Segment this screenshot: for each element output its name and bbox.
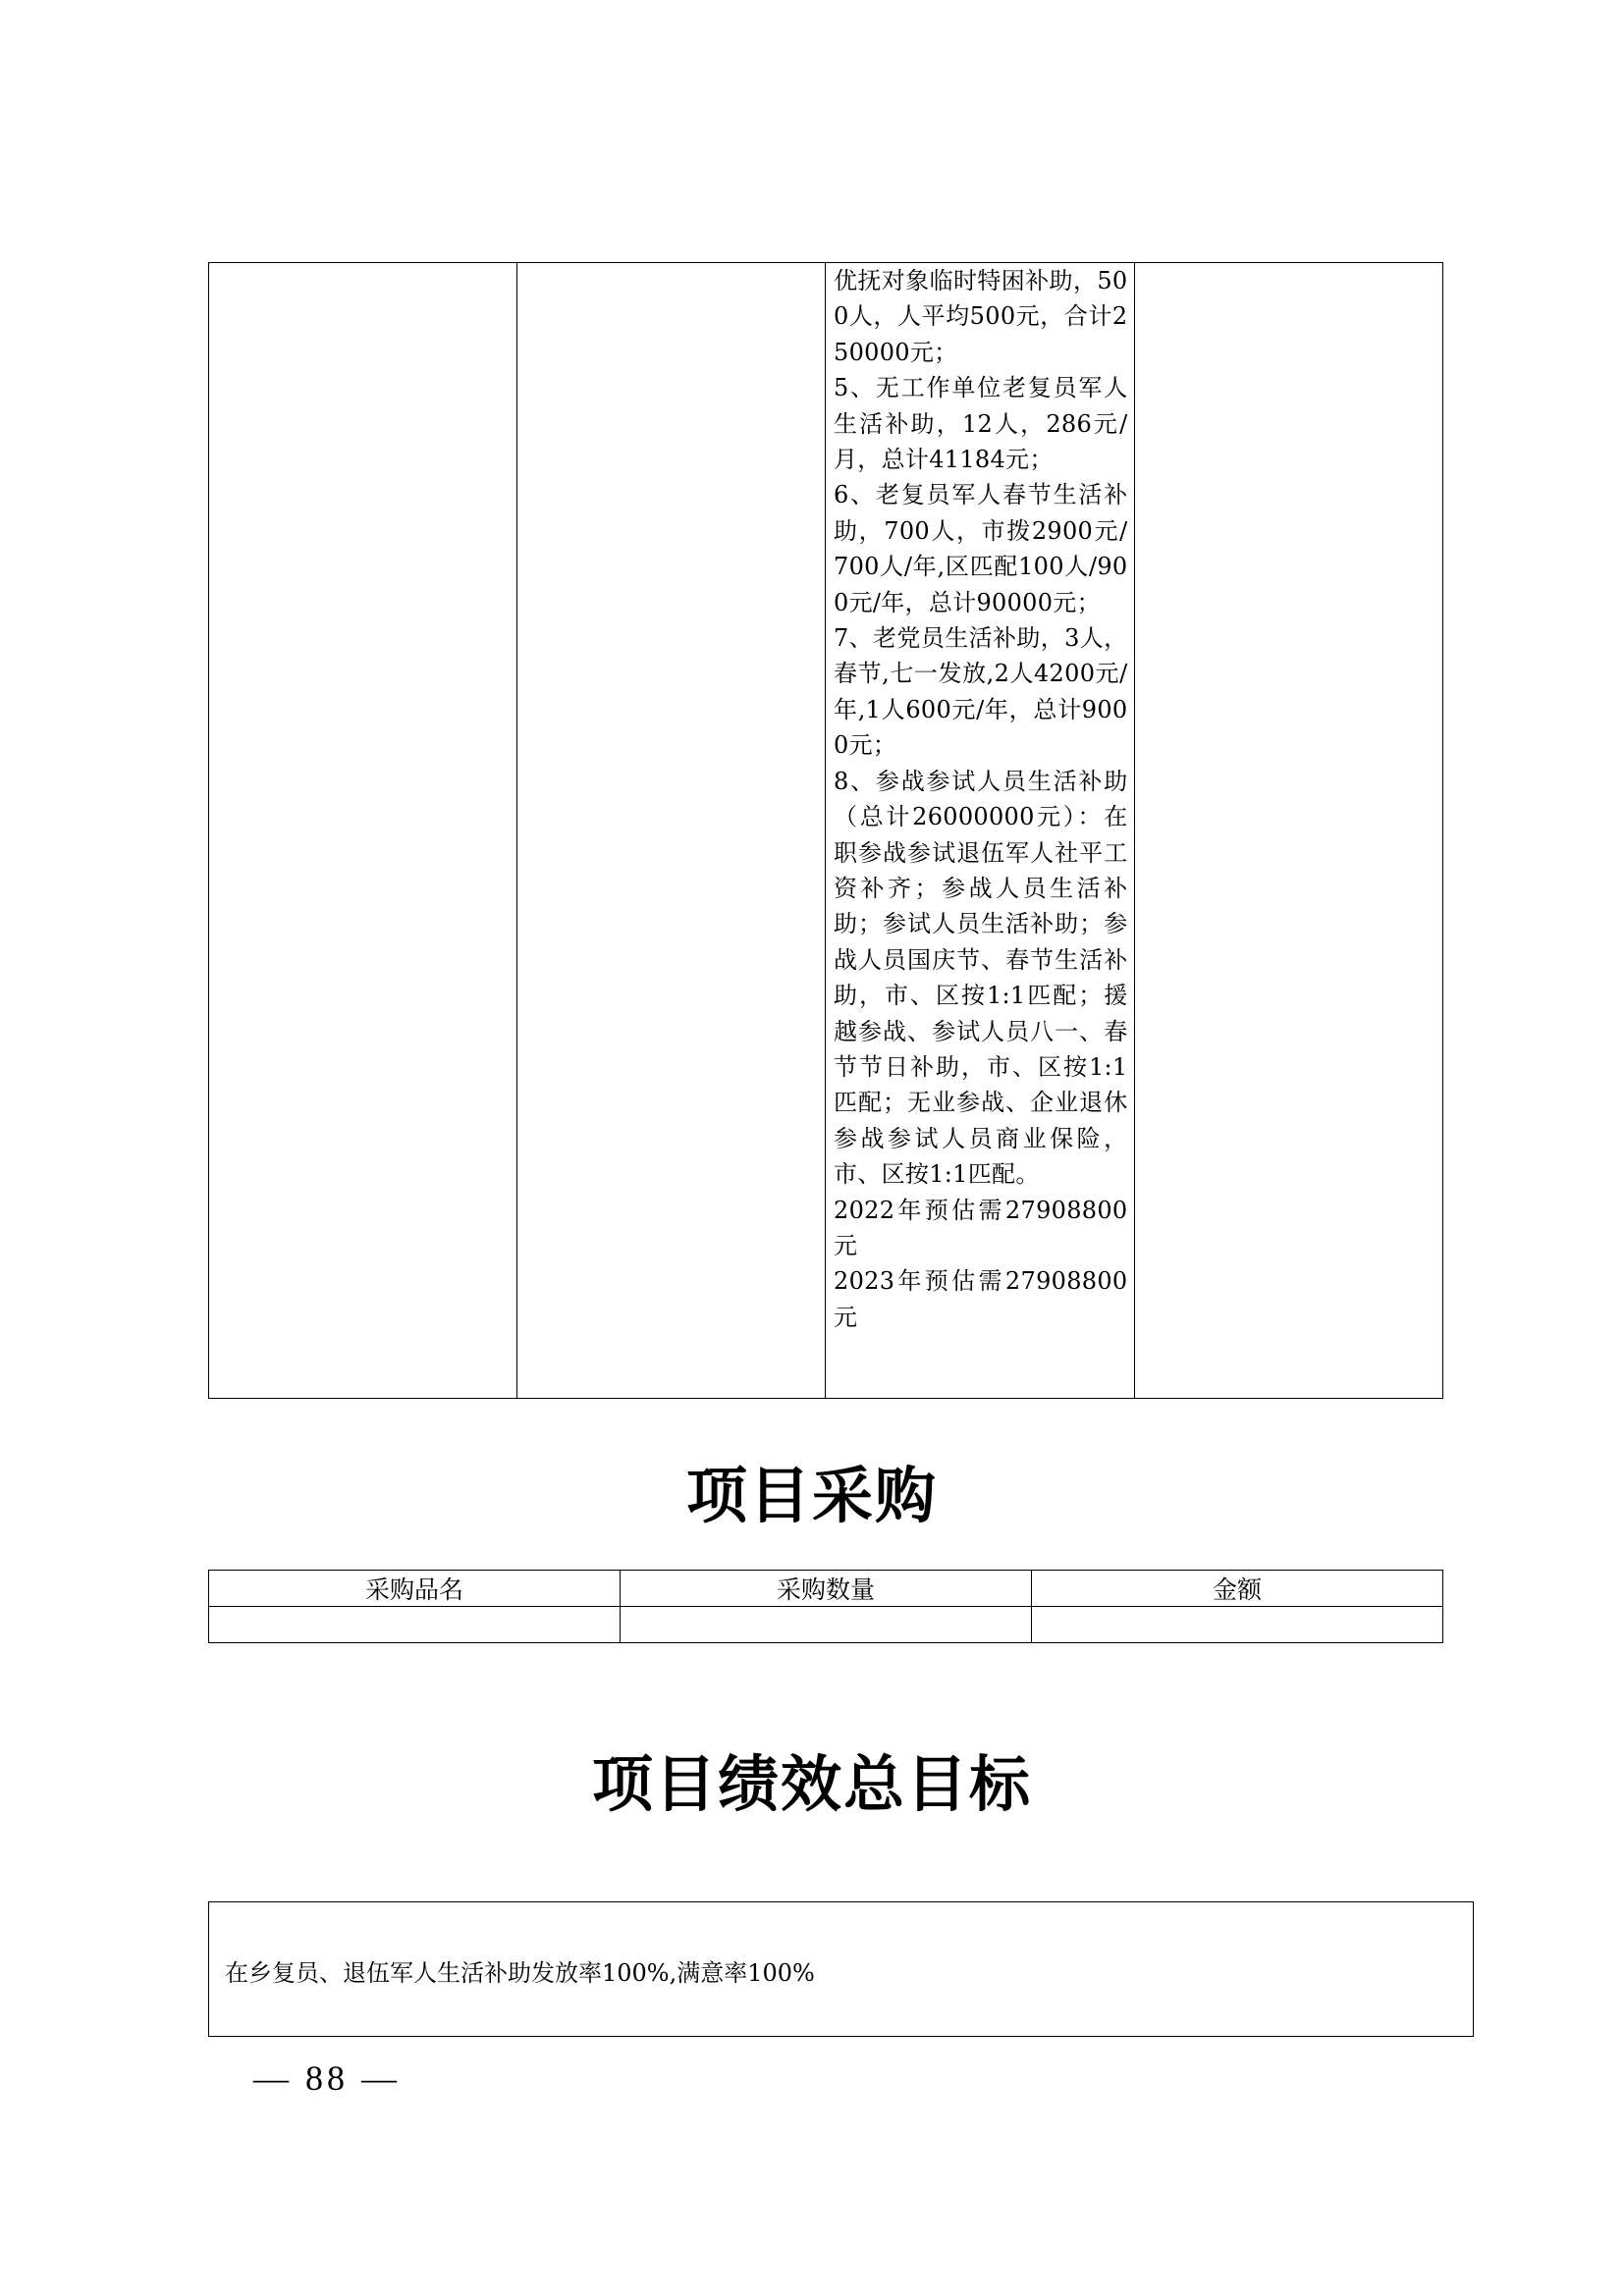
purchase-table	[208, 1570, 1443, 1643]
table-cell-col1	[209, 263, 517, 1398]
cell-amount	[1032, 1607, 1443, 1643]
performance-target-box	[208, 1901, 1474, 2037]
project-detail-text: 优抚对象临时特困补助，500人，人平均500元，合计250000元； 5、无工作单位老复员军人生活补助，12人，286元/月，总计41184元； 6、老复员军人春节生活补助，700人，市拨2900元/700人/年,区匹配100人/900元/年，总计90000元； 7、老党员生活补助，3人，春节,七一发放,2人4200元/年,1人600元/年，总计9000元； 8、参战参试人员生活补助（总计26000000元）：在职参战参试退伍军人社平工资补齐；参战人员生活补助；参试人员生活补助；参战人员国庆节、春节生活补助，市、区按1:1匹配；援越参战、参试人员八一、春节节日补助，市、区按1:1匹配；无业参战、企业退休参战参试人员商业保险，市、区按1:1匹配。 2022年预估需27908800元 2023年预估需27908800元	[834, 267, 1128, 1331]
table-row	[209, 1607, 1443, 1643]
table-cell-col2	[517, 263, 827, 1398]
purchase-section-title: 项目采购	[685, 1460, 938, 1531]
page-number: — 88 —	[253, 2058, 401, 2098]
table-header-row	[209, 1571, 1443, 1607]
header-amount: 金额	[1032, 1571, 1443, 1607]
header-quantity: 采购数量	[621, 1571, 1032, 1607]
cell-item-name	[209, 1607, 621, 1643]
continuation-table	[208, 262, 1443, 1399]
table-cell-col3	[826, 263, 1135, 1398]
cell-quantity	[621, 1607, 1032, 1643]
target-section-title: 项目绩效总目标	[591, 1748, 1032, 1820]
header-item-name: 采购品名	[209, 1571, 621, 1607]
table-cell-col4	[1135, 263, 1443, 1398]
performance-target-text: 在乡复员、退伍军人生活补助发放率100%,满意率100%	[225, 1959, 815, 1987]
